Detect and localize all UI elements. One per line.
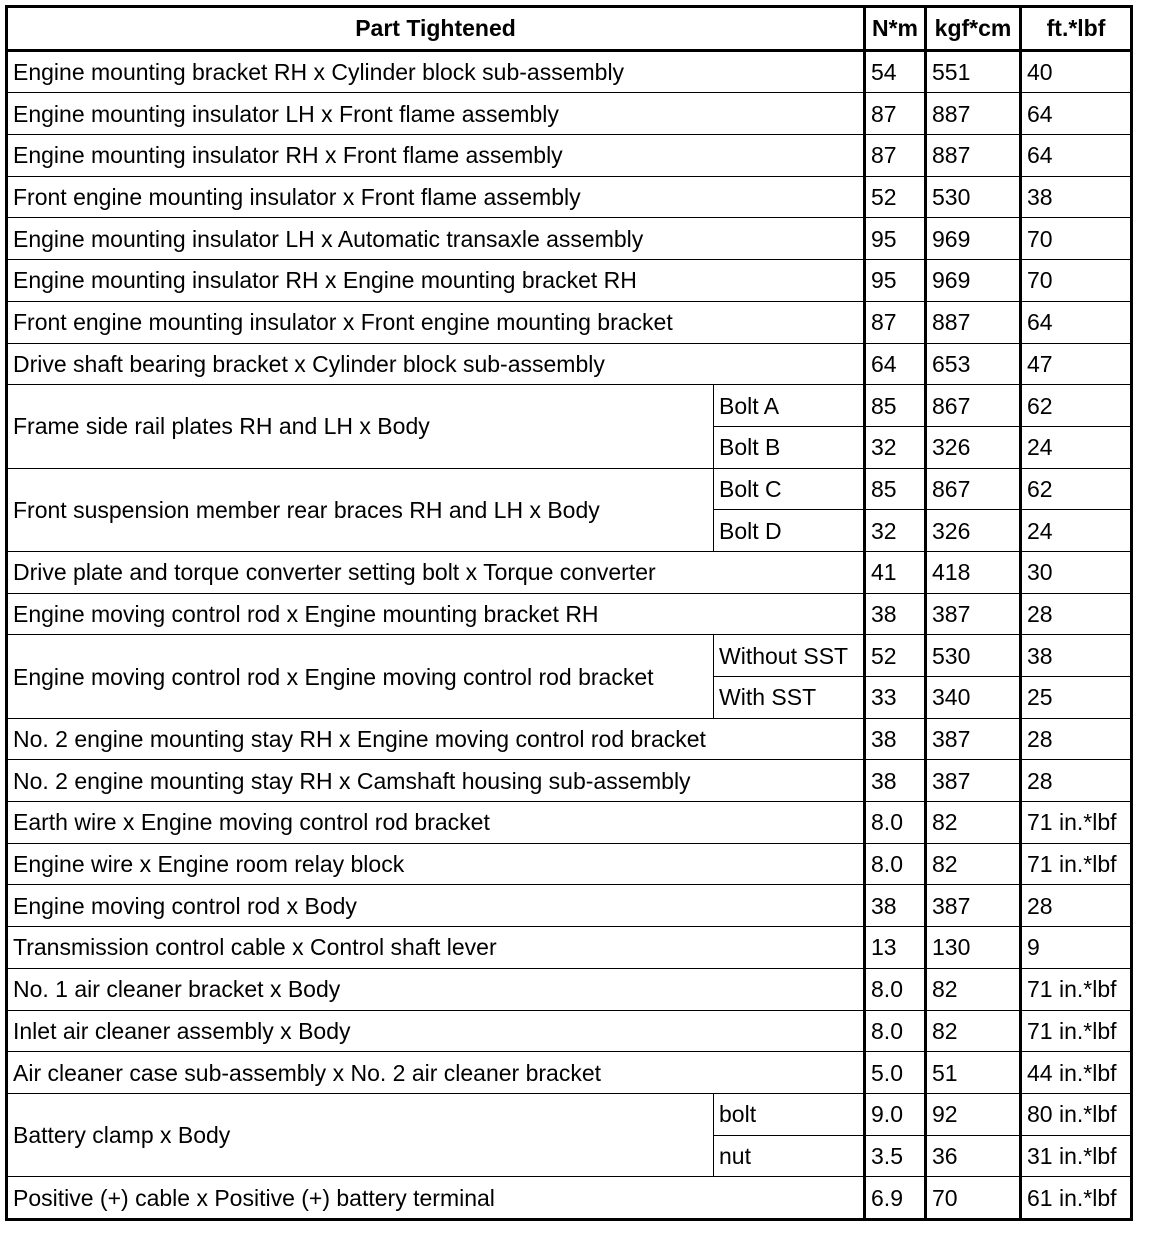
- torque-ftlbf-cell: 25: [1021, 677, 1132, 719]
- fastener-cell: Bolt A: [714, 385, 865, 427]
- fastener-cell: Bolt D: [714, 510, 865, 552]
- torque-nm-cell: 52: [865, 635, 926, 677]
- torque-ftlbf-cell: 80 in.*lbf: [1021, 1093, 1132, 1135]
- torque-kgf-cell: 36: [926, 1135, 1021, 1177]
- torque-ftlbf-cell: 70: [1021, 260, 1132, 302]
- torque-nm-cell: 3.5: [865, 1135, 926, 1177]
- torque-ftlbf-cell: 71 in.*lbf: [1021, 843, 1132, 885]
- torque-kgf-cell: 387: [926, 718, 1021, 760]
- torque-kgf-cell: 418: [926, 551, 1021, 593]
- torque-kgf-cell: 82: [926, 1010, 1021, 1052]
- table-row: [7, 343, 1132, 385]
- torque-ftlbf-cell: 38: [1021, 176, 1132, 218]
- fastener-cell: Without SST: [714, 635, 865, 677]
- part-cell: Battery clamp x Body: [7, 1093, 714, 1176]
- table-row: [7, 802, 1132, 844]
- torque-ftlbf-cell: 61 in.*lbf: [1021, 1177, 1132, 1220]
- torque-kgf-cell: 82: [926, 843, 1021, 885]
- torque-kgf-cell: 653: [926, 343, 1021, 385]
- torque-kgf-cell: 326: [926, 426, 1021, 468]
- torque-nm-cell: 87: [865, 301, 926, 343]
- table-row: [7, 718, 1132, 760]
- torque-ftlbf-cell: 9: [1021, 927, 1132, 969]
- torque-nm-cell: 8.0: [865, 1010, 926, 1052]
- torque-ftlbf-cell: 71 in.*lbf: [1021, 968, 1132, 1010]
- header-row: [7, 7, 1132, 51]
- torque-nm-cell: 52: [865, 176, 926, 218]
- torque-nm-cell: 38: [865, 760, 926, 802]
- torque-ftlbf-cell: 64: [1021, 93, 1132, 135]
- part-cell: Inlet air cleaner assembly x Body: [7, 1010, 865, 1052]
- table-row: [7, 927, 1132, 969]
- torque-ftlbf-cell: 30: [1021, 551, 1132, 593]
- part-cell: Engine mounting insulator LH x Automatic transaxle assembly: [7, 218, 865, 260]
- torque-ftlbf-cell: 62: [1021, 385, 1132, 427]
- torque-nm-cell: 8.0: [865, 968, 926, 1010]
- torque-nm-cell: 38: [865, 885, 926, 927]
- table-row: [7, 593, 1132, 635]
- table-row: [7, 468, 1132, 510]
- part-cell: Frame side rail plates RH and LH x Body: [7, 385, 714, 468]
- torque-ftlbf-cell: 24: [1021, 426, 1132, 468]
- torque-ftlbf-cell: 28: [1021, 760, 1132, 802]
- torque-nm-cell: 8.0: [865, 843, 926, 885]
- header-ft-lbf: ft.*lbf: [1021, 7, 1132, 51]
- fastener-cell: bolt: [714, 1093, 865, 1135]
- part-cell: No. 2 engine mounting stay RH x Camshaft housing sub-assembly: [7, 760, 865, 802]
- part-cell: Front engine mounting insulator x Front engine mounting bracket: [7, 301, 865, 343]
- table-row: [7, 50, 1132, 93]
- fastener-cell: nut: [714, 1135, 865, 1177]
- table-row: [7, 1177, 1132, 1220]
- table-row: [7, 135, 1132, 177]
- torque-ftlbf-cell: 44 in.*lbf: [1021, 1052, 1132, 1094]
- torque-nm-cell: 87: [865, 93, 926, 135]
- torque-kgf-cell: 51: [926, 1052, 1021, 1094]
- torque-kgf-cell: 887: [926, 93, 1021, 135]
- table-row: [7, 843, 1132, 885]
- torque-nm-cell: 6.9: [865, 1177, 926, 1220]
- torque-ftlbf-cell: 28: [1021, 593, 1132, 635]
- torque-ftlbf-cell: 31 in.*lbf: [1021, 1135, 1132, 1177]
- torque-nm-cell: 95: [865, 260, 926, 302]
- torque-kgf-cell: 969: [926, 218, 1021, 260]
- torque-kgf-cell: 387: [926, 593, 1021, 635]
- torque-nm-cell: 95: [865, 218, 926, 260]
- torque-ftlbf-cell: 40: [1021, 50, 1132, 93]
- torque-kgf-cell: 82: [926, 968, 1021, 1010]
- table-body: [7, 50, 1132, 1219]
- torque-ftlbf-cell: 28: [1021, 885, 1132, 927]
- part-cell: Earth wire x Engine moving control rod bracket: [7, 802, 865, 844]
- torque-nm-cell: 85: [865, 468, 926, 510]
- torque-nm-cell: 33: [865, 677, 926, 719]
- torque-ftlbf-cell: 47: [1021, 343, 1132, 385]
- part-cell: Front engine mounting insulator x Front flame assembly: [7, 176, 865, 218]
- torque-ftlbf-cell: 38: [1021, 635, 1132, 677]
- table-row: [7, 176, 1132, 218]
- table-row: [7, 885, 1132, 927]
- table-row: [7, 760, 1132, 802]
- torque-kgf-cell: 887: [926, 135, 1021, 177]
- part-cell: Air cleaner case sub-assembly x No. 2 air cleaner bracket: [7, 1052, 865, 1094]
- fastener-cell: Bolt B: [714, 426, 865, 468]
- torque-kgf-cell: 530: [926, 176, 1021, 218]
- table-row: [7, 968, 1132, 1010]
- table-row: [7, 1010, 1132, 1052]
- torque-kgf-cell: 82: [926, 802, 1021, 844]
- torque-kgf-cell: 551: [926, 50, 1021, 93]
- torque-kgf-cell: 130: [926, 927, 1021, 969]
- torque-nm-cell: 85: [865, 385, 926, 427]
- torque-specification-table: [5, 5, 1133, 1221]
- table-row: [7, 218, 1132, 260]
- table-row: [7, 1093, 1132, 1135]
- part-cell: No. 1 air cleaner bracket x Body: [7, 968, 865, 1010]
- torque-nm-cell: 38: [865, 718, 926, 760]
- torque-nm-cell: 38: [865, 593, 926, 635]
- table-row: [7, 301, 1132, 343]
- torque-ftlbf-cell: 71 in.*lbf: [1021, 802, 1132, 844]
- torque-nm-cell: 87: [865, 135, 926, 177]
- part-cell: Engine mounting insulator RH x Engine mounting bracket RH: [7, 260, 865, 302]
- part-cell: Front suspension member rear braces RH and LH x Body: [7, 468, 714, 551]
- torque-ftlbf-cell: 71 in.*lbf: [1021, 1010, 1132, 1052]
- torque-kgf-cell: 530: [926, 635, 1021, 677]
- torque-kgf-cell: 387: [926, 760, 1021, 802]
- fastener-cell: With SST: [714, 677, 865, 719]
- torque-nm-cell: 8.0: [865, 802, 926, 844]
- table-row: [7, 260, 1132, 302]
- part-cell: Engine mounting insulator RH x Front flame assembly: [7, 135, 865, 177]
- torque-nm-cell: 41: [865, 551, 926, 593]
- table-row: [7, 93, 1132, 135]
- torque-ftlbf-cell: 64: [1021, 135, 1132, 177]
- torque-kgf-cell: 887: [926, 301, 1021, 343]
- part-cell: Engine moving control rod x Engine mounting bracket RH: [7, 593, 865, 635]
- table-row: [7, 635, 1132, 677]
- part-cell: Engine wire x Engine room relay block: [7, 843, 865, 885]
- torque-kgf-cell: 326: [926, 510, 1021, 552]
- part-cell: Drive shaft bearing bracket x Cylinder block sub-assembly: [7, 343, 865, 385]
- part-cell: Transmission control cable x Control shaft lever: [7, 927, 865, 969]
- header-nm: N*m: [865, 7, 926, 51]
- torque-nm-cell: 32: [865, 426, 926, 468]
- part-cell: No. 2 engine mounting stay RH x Engine moving control rod bracket: [7, 718, 865, 760]
- part-cell: Positive (+) cable x Positive (+) battery terminal: [7, 1177, 865, 1220]
- torque-kgf-cell: 867: [926, 385, 1021, 427]
- table-row: [7, 385, 1132, 427]
- torque-ftlbf-cell: 62: [1021, 468, 1132, 510]
- fastener-cell: Bolt C: [714, 468, 865, 510]
- part-cell: Engine mounting insulator LH x Front flame assembly: [7, 93, 865, 135]
- torque-nm-cell: 54: [865, 50, 926, 93]
- torque-nm-cell: 32: [865, 510, 926, 552]
- torque-ftlbf-cell: 70: [1021, 218, 1132, 260]
- torque-ftlbf-cell: 28: [1021, 718, 1132, 760]
- torque-kgf-cell: 340: [926, 677, 1021, 719]
- part-cell: Engine moving control rod x Engine moving control rod bracket: [7, 635, 714, 718]
- torque-kgf-cell: 387: [926, 885, 1021, 927]
- torque-nm-cell: 5.0: [865, 1052, 926, 1094]
- part-cell: Drive plate and torque converter setting bolt x Torque converter: [7, 551, 865, 593]
- torque-kgf-cell: 867: [926, 468, 1021, 510]
- torque-nm-cell: 64: [865, 343, 926, 385]
- header-kgf-cm: kgf*cm: [926, 7, 1021, 51]
- table-row: [7, 551, 1132, 593]
- torque-kgf-cell: 70: [926, 1177, 1021, 1220]
- torque-nm-cell: 13: [865, 927, 926, 969]
- torque-kgf-cell: 969: [926, 260, 1021, 302]
- table-row: [7, 1052, 1132, 1094]
- torque-ftlbf-cell: 24: [1021, 510, 1132, 552]
- torque-ftlbf-cell: 64: [1021, 301, 1132, 343]
- header-part-tightened: Part Tightened: [7, 7, 865, 51]
- torque-nm-cell: 9.0: [865, 1093, 926, 1135]
- part-cell: Engine mounting bracket RH x Cylinder block sub-assembly: [7, 50, 865, 93]
- torque-kgf-cell: 92: [926, 1093, 1021, 1135]
- part-cell: Engine moving control rod x Body: [7, 885, 865, 927]
